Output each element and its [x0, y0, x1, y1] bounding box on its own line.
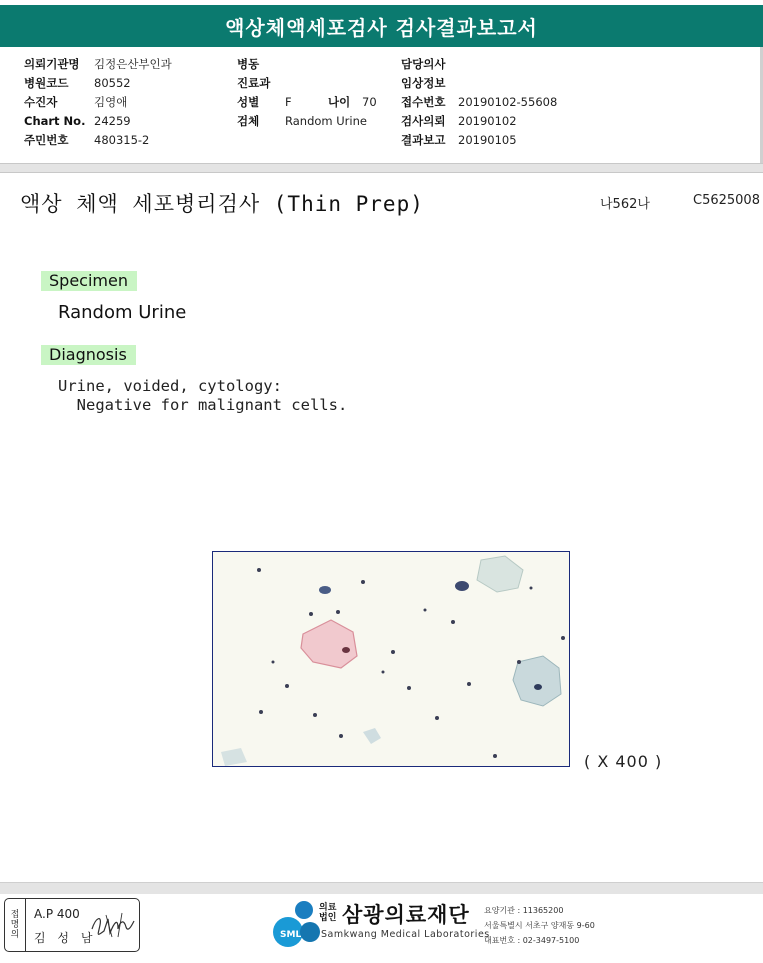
pathologist-signature-box — [4, 898, 140, 952]
patient-info-column-1 — [24, 55, 172, 150]
info-value: 24259 — [94, 114, 131, 128]
diagnosis-text — [58, 377, 347, 415]
sml-logo-icon — [270, 898, 326, 950]
info-label: 의뢰기관명 — [24, 57, 80, 71]
info-row-department — [237, 74, 377, 93]
info-value: 김영애 — [94, 95, 128, 109]
diagnosis-line-1: Urine, voided, cytology: — [58, 377, 282, 395]
pathologist-id: A.P 400 — [34, 907, 80, 921]
specimen-label: Specimen — [41, 271, 137, 291]
info-label: 검사의뢰 — [401, 114, 446, 128]
info-value: 480315-2 — [94, 133, 150, 147]
diagnosis-line-2: Negative for malignant cells. — [58, 396, 348, 414]
organization-info-line: 요양기관 : 11365200 — [484, 906, 564, 915]
info-value-age: 70 — [362, 95, 377, 109]
signature-side-char: 의 — [10, 930, 20, 940]
info-label-age: 나이 — [328, 95, 351, 109]
info-row-request-date — [401, 112, 557, 131]
organization-info-line: 대표번호 : 02-3497-5100 — [484, 936, 580, 945]
organization-type — [319, 903, 336, 923]
info-row-accession — [401, 93, 557, 112]
info-value: F — [285, 95, 292, 109]
microscopy-image — [212, 551, 570, 767]
info-label: 성별 — [237, 95, 260, 109]
info-row-hospital-code — [24, 74, 172, 93]
info-value: 80552 — [94, 76, 131, 90]
logo-text: SML — [280, 930, 302, 940]
info-label: 병원코드 — [24, 76, 69, 90]
pathologist-name: 김 성 남 — [34, 931, 97, 945]
info-value: 20190102-55608 — [458, 95, 558, 109]
patient-info-column-2 — [237, 55, 377, 131]
patient-info-column-3 — [401, 55, 557, 150]
organization-name: 삼광의료재단 — [342, 903, 470, 927]
info-value: 20190105 — [458, 133, 517, 147]
signature-content — [26, 899, 139, 951]
info-value: 20190102 — [458, 114, 517, 128]
organization-info-line: 서울특별시 서초구 양재동 9-60 — [484, 921, 595, 930]
signature-side-char: 접 — [10, 910, 20, 920]
info-value: 김정은산부인과 — [94, 57, 172, 71]
info-row-sex-age — [237, 93, 377, 112]
footer-divider — [0, 882, 763, 894]
diagnosis-label: Diagnosis — [41, 345, 136, 365]
magnification-label: ( X 400 ) — [584, 752, 663, 771]
info-label: 접수번호 — [401, 95, 446, 109]
header-divider — [0, 163, 763, 173]
info-row-report-date — [401, 131, 557, 150]
info-row-patient — [24, 93, 172, 112]
info-row-chart-no — [24, 112, 172, 131]
info-label: Chart No. — [24, 114, 86, 128]
info-row-specimen — [237, 112, 377, 131]
info-label: 결과보고 — [401, 133, 446, 147]
specimen-value: Random Urine — [58, 302, 187, 323]
info-label: 담당의사 — [401, 57, 446, 71]
case-code: C5625008 — [693, 193, 760, 208]
sample-code: 나562나 — [600, 197, 650, 212]
info-label: 검체 — [237, 114, 260, 128]
info-label: 진료과 — [237, 76, 271, 90]
info-row-doctor — [401, 55, 557, 74]
info-row-resident-no — [24, 131, 172, 150]
handwritten-signature-icon — [88, 907, 138, 943]
microscopy-cells-graphic — [213, 552, 570, 767]
section-title: 액상 체액 세포병리검사 (Thin Prep) — [20, 192, 424, 216]
organization-english-name: Samkwang Medical Laboratories — [321, 929, 490, 940]
report-title-bar: 액상체액세포검사 검사결과보고서 — [0, 5, 763, 47]
organization-type-line-2: 법인 — [319, 913, 337, 923]
info-label: 임상정보 — [401, 76, 446, 90]
info-value: Random Urine — [285, 114, 367, 128]
organization-type-line-1: 의료 — [319, 903, 337, 913]
info-row-ward — [237, 55, 377, 74]
info-label: 수진자 — [24, 95, 58, 109]
info-row-clinical — [401, 74, 557, 93]
signature-side-label — [5, 899, 26, 951]
info-row-institution — [24, 55, 172, 74]
info-label: 병동 — [237, 57, 260, 71]
organization-contact-info — [484, 903, 595, 948]
info-label: 주민번호 — [24, 133, 69, 147]
signature-side-char: 명 — [10, 920, 20, 930]
